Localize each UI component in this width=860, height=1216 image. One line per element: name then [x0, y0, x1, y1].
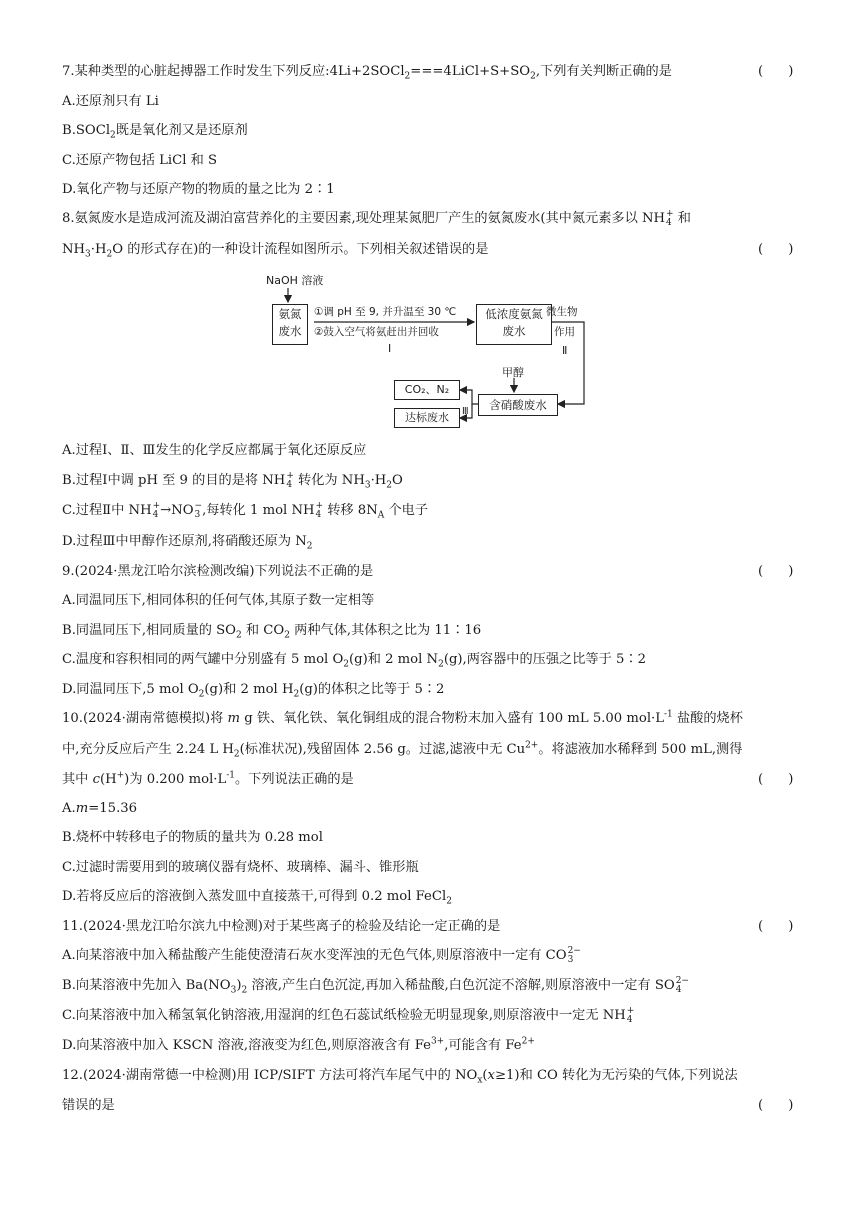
step1-air-blow-label: ②鼓入空气将氨赶出并回收 [314, 326, 439, 338]
q10-option-c: C.过滤时需要用到的玻璃仪器有烧杯、玻璃棒、漏斗、锥形瓶 [62, 860, 419, 875]
q11-option-a: A.向某溶液中加入稀盐酸产生能使澄清石灰水变浑浊的无色气体,则原溶液中一定有 CO 2− 3 [62, 945, 581, 965]
methanol-label: 甲醇 [502, 366, 524, 379]
q8-process-flow-diagram [262, 268, 602, 436]
naoh-solution-label: NaOH 溶液 [266, 274, 324, 287]
nitrate-wastewater-box: 含硝酸废水 [478, 394, 558, 416]
q12-stem-line2: 错误的是 [62, 1098, 115, 1113]
q10-answer-bracket: ( ) [758, 772, 794, 787]
step1-adjust-ph-label: ①调 pH 至 9, 并升温至 30 ℃ [314, 306, 457, 318]
co2-n2-box: CO₂、N₂ [394, 380, 460, 400]
q8-option-b: B.过程Ⅰ中调 pH 至 9 的目的是将 NH + 4 转化为 $NH_3\cdot H_2O$ [62, 470, 403, 491]
q10-option-d: D.若将反应后的溶液倒入蒸发皿中直接蒸干,可得到 0.2 mol FeCl$_2$ [62, 889, 452, 907]
q7-stem: 7.某种类型的心脏起搏器工作时发生下列反应$:4Li+2SOCl_2===4LiCl+S+SO_2$,下列有关判断正确的是 [62, 64, 672, 82]
action-label: 作用 [554, 326, 575, 338]
q8-stem-line2: $NH_3\cdot H_2O$ 的形式存在)的一种设计流程如图所示。下列相关叙述错误的是 [62, 242, 489, 260]
q7-option-d: D.氧化产物与还原产物的物质的量之比为 2∶1 [62, 182, 335, 197]
q8-option-d: D.过程Ⅲ中甲醇作还原剂,将硝酸还原为 $N_2$ [62, 534, 313, 552]
low-conc-ammonia-box: 低浓度氨氮废水 [476, 304, 552, 345]
q11-option-c: C.向某溶液中加入稀氢氧化钠溶液,用湿润的红色石蕊试纸检验无明显现象,则原溶液中一定无 NH + 4 [62, 1005, 635, 1025]
q11-stem: 11.(2024·黑龙江哈尔滨九中检测)对于某些离子的检验及结论一定正确的是 [62, 919, 501, 934]
q9-stem: 9.(2024·黑龙江哈尔滨检测改编)下列说法不正确的是 [62, 564, 374, 579]
q7-option-b: B.SOCl$_2$既是氧化剂又是还原剂 [62, 123, 248, 141]
process-iii-label: Ⅲ [462, 406, 469, 417]
q7-option-c: C.还原产物包括 LiCl 和 S [62, 153, 218, 168]
q10-option-a: A.m=15.36 [62, 801, 138, 816]
process-ii-label: Ⅱ [562, 344, 568, 357]
q11-option-b: B.向某溶液中先加入 $Ba(NO_3)_2$ 溶液,产生白色沉淀,再加入稀盐酸,白色沉淀不溶解,则原溶液中一定有 SO 2− 4 [62, 975, 689, 996]
q8-option-c: C.过程Ⅱ中 NH + 4 →NO − 3 ,每转化 1 mol NH + 4 转移 $8N_A$ 个电子 [62, 500, 429, 521]
microorganism-label: 微生物 [546, 306, 578, 318]
q9-answer-bracket: ( ) [758, 564, 794, 579]
ammonia-wastewater-box: 氨氮废水 [272, 304, 308, 345]
q11-answer-bracket: ( ) [758, 919, 794, 934]
q7-answer-bracket: ( ) [758, 64, 794, 79]
q8-answer-bracket: ( ) [758, 242, 794, 257]
q9-option-b: B.同温同压下,相同质量的 $SO_2$ 和 $CO_2$ 两种气体,其体积之比为 11∶16 [62, 623, 482, 641]
q10-stem-line3: 其中 c(H+)为 0.200 $mol\cdot L^{-1}$。下列说法正确的是 [62, 770, 354, 787]
q7-option-a: A.还原剂只有 Li [62, 94, 159, 109]
q8-option-a: A.过程Ⅰ、Ⅱ、Ⅲ发生的化学反应都属于氧化还原反应 [62, 443, 367, 458]
q9-option-c: C.温度和容积相同的两气罐中分别盛有 5 mol $O_2(g)$和 2 mol $N_2(g)$,两容器中的压强之比等于 5∶2 [62, 652, 646, 670]
process-i-label: Ⅰ [388, 342, 392, 355]
q10-stem-line1: 10.(2024·湖南常德模拟)将 m g 铁、氧化铁、氧化铜组成的混合物粉末加入盛有 100 mL 5.00 $mol\cdot L^{-1}$ 盐酸的烧杯 [62, 709, 743, 726]
q10-stem-line2: 中,充分反应后产生 2.24 L $H_2$(标准状况),残留固体 2.56 g。过滤,滤液中无 $Cu^{2+}$。将滤液加水稀释到 500 mL,测得 [62, 740, 743, 760]
q9-option-d: D.同温同压下,5 mol $O_2(g)$和 2 mol $H_2(g)$的体积之比等于 5∶2 [62, 682, 445, 700]
q9-option-a: A.同温同压下,相同体积的任何气体,其原子数一定相等 [62, 593, 375, 608]
q11-option-d: D.向某溶液中加入 KSCN 溶液,溶液变为红色,则原溶液含有 $Fe^{3+}$,可能含有 $Fe^{2+}$ [62, 1036, 535, 1053]
q10-option-b: B.烧杯中转移电子的物质的量共为 0.28 mol [62, 830, 323, 845]
q12-stem-line1: 12.(2024·湖南常德一中检测)用 ICP/SIFT 方法可将汽车尾气中的 $NO_x(x\ge 1)$和 CO 转化为无污染的气体,下列说法 [62, 1068, 738, 1086]
q8-stem-line1: 8.氨氮废水是造成河流及湖泊富营养化的主要因素,现处理某氮肥厂产生的氨氮废水(其中氮元素多以 NH + 4 和 [62, 208, 691, 228]
q12-answer-bracket: ( ) [758, 1098, 794, 1113]
compliant-wastewater-box: 达标废水 [394, 408, 460, 428]
